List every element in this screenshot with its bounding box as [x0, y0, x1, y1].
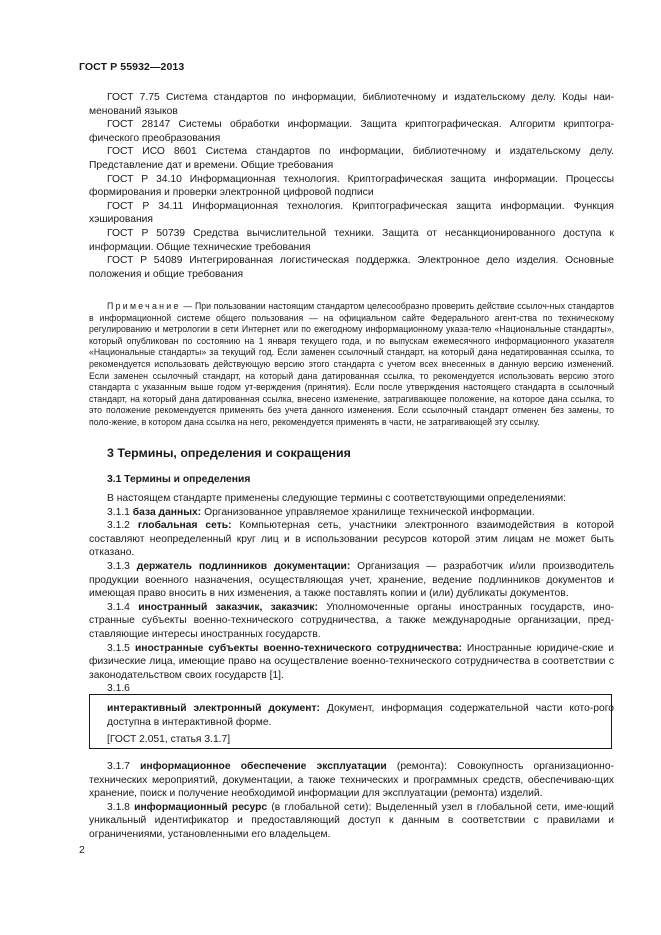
- term-definition: Документ, информация содержательной части кото-рого доступна в интерактивной форме.: [107, 703, 614, 728]
- term-entry: [89, 601, 614, 642]
- reference-item: ГОСТ Р 54089 Интегрированная логистическая поддержка. Электронное дело изделия. Основные положения и общие требования: [89, 255, 614, 280]
- reference-item: ГОСТ Р 50739 Средства вычислительной техники. Защита от несанкционированного доступа к информации. Общие технические требования: [89, 227, 614, 253]
- term-definition: Организованное управляемое хранилище технической информации.: [201, 506, 535, 518]
- term-definition: Уполномоченные органы иностранных государств, ино-странные субъекты военно-технического сотрудничества, а также международные организации, пред-ставляющие интересы иностранных государств.: [89, 601, 614, 640]
- term-name: иностранные субъекты военно-технического сотрудничества:: [134, 642, 462, 654]
- term-definition: (ремонта): Совокупность организационно-технических мероприятий, документации, а также технических и программных средств, обеспечиваю-щих хранение, поиск и получение необходимой информации для эксплуатации (ремонта) изделий.: [89, 761, 614, 800]
- reference-list: [89, 91, 614, 281]
- term-name: глобальная сеть:: [137, 520, 232, 532]
- term-definition: Иностранные юридиче-ские и физические лица, имеющие право на осуществление военно-технического сотрудничества в соответствии с законодательством своих государств [1].: [89, 642, 614, 681]
- note-label: Примечание: [107, 301, 181, 311]
- term-number: 3.1.3: [107, 560, 137, 572]
- term-name: база данных:: [132, 506, 202, 518]
- reference-item: ГОСТ ИСО 8601 Система стандартов по информации, библиотечному и издательскому делу. Представление дат и времени. Общие требования: [89, 146, 614, 171]
- term-name: иностранный заказчик, заказчик:: [138, 601, 318, 613]
- terms-intro: В настоящем стандарте применены следующие термины с соответствующими определениями:: [107, 493, 567, 504]
- term-number: 3.1.7: [107, 761, 141, 772]
- term-entry: [89, 702, 614, 729]
- term-definition: (в глобальной сети): Выделенный узел в глобальной сети, име-ющий уникальный идентификатор и предоставляющий доступ к данным в соответствии с правилами и ограничениями, установленными его владельцем.: [89, 801, 614, 840]
- term-number-316: 3.1.6: [107, 683, 130, 695]
- term-entry: [89, 519, 614, 560]
- reference-item: ГОСТ Р 34.10 Информационная технология. Криптографическая защита информации. Процессы формирования и проверки электронной цифровой подписи: [89, 173, 614, 199]
- term-entry: [89, 506, 614, 520]
- reference-item: ГОСТ 7.75 Система стандартов по информации, библиотечному и издательскому делу. Коды наи-менований языков: [89, 92, 614, 117]
- term-number: 3.1.2: [107, 520, 138, 532]
- document-header: ГОСТ Р 55932—2013: [79, 61, 185, 73]
- term-definition: Организация — разработчик и/или производитель продукции военного назначения, осуществляющая учет, хранение, ведение подлинников документов и имеющая право вносить в них изменения, а также поставлять копии и (или) дубликаты документов.: [89, 560, 614, 600]
- term-entry: [89, 560, 614, 601]
- boxed-term: [89, 702, 614, 747]
- term-source: [ГОСТ 2.051, статья 3.1.7]: [107, 734, 231, 746]
- reference-item: ГОСТ Р 34.11 Информационная технология. Криптографическая защита информации. Функция хэширования: [89, 200, 614, 226]
- term-entry: [89, 642, 614, 683]
- page-number: 2: [79, 845, 85, 856]
- subsection-title: 3.1 Термины и определения: [107, 474, 251, 485]
- note-paragraph: [89, 301, 614, 429]
- term-number: 3.1.5: [107, 642, 135, 654]
- term-name: интерактивный электронный документ:: [107, 703, 320, 714]
- term-name: информационный ресурс: [134, 801, 268, 813]
- section-title: 3 Термины, определения и сокращения: [107, 446, 351, 460]
- term-number: 3.1.4: [107, 601, 139, 613]
- terms-list: [89, 492, 614, 696]
- term-name: держатель подлинников документации:: [136, 560, 351, 572]
- reference-item: ГОСТ 28147 Системы обработки информации. Защита криптографическая. Алгоритм криптогра-фического преобразования: [89, 119, 614, 144]
- term-definition: Компьютерная сеть, участники электронного взаимодействия в которой составляют неопределенный круг лиц и в использовании ресурсов которой этим лицам не может быть отказано.: [89, 520, 614, 559]
- terms-list-continued: [89, 760, 614, 842]
- term-entry: [89, 801, 614, 842]
- term-name: информационное обеспечение эксплуатации: [140, 761, 387, 772]
- term-number: 3.1.8: [107, 801, 135, 813]
- term-entry: [89, 760, 614, 801]
- note-text: — При пользовании настоящим стандартом целесообразно проверить действие ссылоч-ных стандартов в информационной системе общего пользования — на официальном сайте Федерального агент-ства по техническому регулированию и метрологии в сети Интернет или по ежегодному информационному указа-телю «Национальные стандарты», который опубликован по состоянию на 1 января текущего года, и по выпускам ежемесячного информационного указателя «Национальные стандарты» за текущий год. Если заменен ссылочный стандарт, на который дана недатированная ссылка, то рекомендуется использовать действующую версию этого стандарта с учетом всех внесенных в данную версию изменений. Если заменен ссылочный стандарт, на который дана датированная ссылка, то рекомендуется использовать версию этого стандарта с указанным выше годом ут-верждения (принятия). Если после утверждения настоящего стандарта в ссылочный стандарт, на который дана датированная ссылка, внесено изменение, затрагивающее положение, на которое дана ссылка, то это положение рекомендуется применять без учета данного изменения. Если ссылочный стандарт отменен без замены, то поло-жение, в котором дана ссылка на него, рекомендуется применять в части, не затрагивающей эту ссылку.: [89, 301, 614, 427]
- term-number: 3.1.1: [107, 506, 133, 518]
